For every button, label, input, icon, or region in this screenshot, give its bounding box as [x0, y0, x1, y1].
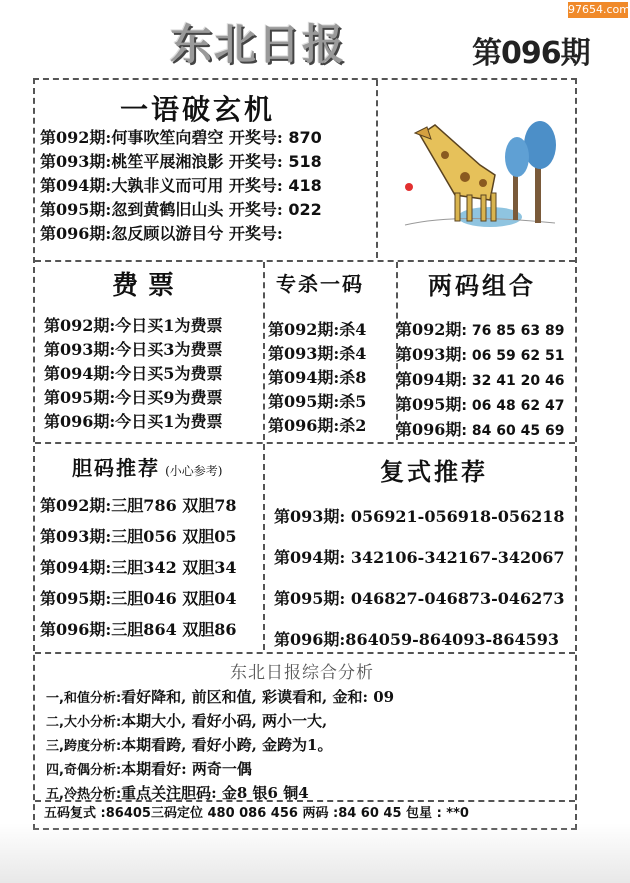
- watermark-badge: 97654.com: [568, 3, 630, 16]
- divider: [263, 444, 265, 650]
- analysis-row: 三,跨度分析:本期看跨, 看好小跨, 金跨为1。: [46, 736, 333, 754]
- fushi-list: [274, 496, 565, 660]
- analysis-row: 一,和值分析:看好降和, 前区和值, 彩谟看和, 金和: 09: [46, 688, 395, 706]
- liangma-row: 第096期: 84 60 45 69: [396, 420, 565, 439]
- danma-list: [40, 490, 237, 645]
- liangma-row: 第092期: 76 85 63 89: [396, 320, 565, 339]
- analysis-row: 四,奇偶分析:本期看好: 两奇一偶: [46, 760, 252, 778]
- issue-number: 第096期: [472, 36, 590, 71]
- fushi-title: 复式推荐: [380, 457, 488, 486]
- liangma-row: 第095期: 06 48 62 47: [396, 395, 565, 414]
- yiyu-list: [40, 126, 322, 246]
- zhuansha-title: 专杀一码: [276, 272, 364, 296]
- liangma-row: 第094期: 32 41 20 46: [396, 370, 565, 389]
- fushi-row: 第096期:864059-864093-864593: [274, 630, 559, 649]
- liangma-list: [396, 318, 564, 443]
- bottom-shadow: [0, 823, 630, 883]
- danma-row: 第094期:三胆342 双胆34: [40, 558, 237, 577]
- feipiao-row: 第093期:今日买3为费票: [44, 340, 223, 359]
- danma-row: 第092期:三胆786 双胆78: [40, 496, 237, 515]
- danma-row: 第096期:三胆864 双胆86: [40, 620, 237, 639]
- zhuansha-row: 第094期:杀8: [268, 368, 367, 387]
- feipiao-row: 第092期:今日买1为费票: [44, 316, 223, 335]
- analysis-list: [46, 686, 394, 806]
- divider: [35, 260, 575, 262]
- analysis-footer: 五码复式 :86405三码定位 480 086 456 两码 :84 60 45 包星 : **0: [44, 806, 469, 821]
- divider: [263, 262, 265, 440]
- yiyu-title: 一语破玄机: [120, 93, 276, 126]
- feipiao-list: [44, 314, 222, 434]
- danma-heading: 胆码推荐 (小心参考): [72, 456, 223, 480]
- liangma-title: 两码组合: [428, 271, 536, 300]
- analysis-title: 东北日报综合分析: [230, 663, 374, 683]
- feipiao-row: 第094期:今日买5为费票: [44, 364, 223, 383]
- masthead-title: 东北日报: [170, 20, 347, 69]
- fushi-row: 第094期: 342106-342167-342067: [274, 548, 565, 567]
- zhuansha-row: 第093期:杀4: [268, 344, 367, 363]
- divider: [35, 800, 575, 802]
- feipiao-title: 费票: [112, 271, 185, 301]
- analysis-row: 五,冷热分析:重点关注胆码: 金8 银6 铜4: [46, 784, 309, 802]
- yiyu-row: 第093期:桃笙平展湘浪影 开奖号: 518: [40, 152, 322, 171]
- yiyu-row: 第094期:大孰非义而可用 开奖号: 418: [40, 176, 322, 195]
- analysis-row: 二,大小分析:本期大小, 看好小码, 两小一大,: [46, 712, 328, 730]
- giraffe-illustration: [395, 105, 565, 235]
- liangma-row: 第093期: 06 59 62 51: [396, 345, 565, 364]
- feipiao-row: 第095期:今日买9为费票: [44, 388, 223, 407]
- yiyu-row: 第095期:忽到黄鹤旧山头 开奖号: 022: [40, 200, 322, 219]
- zhuansha-row: 第096期:杀2: [268, 416, 367, 435]
- fushi-row: 第093期: 056921-056918-056218: [274, 507, 565, 526]
- divider: [35, 442, 575, 444]
- fushi-row: 第095期: 046827-046873-046273: [274, 589, 565, 608]
- zhuansha-row: 第095期:杀5: [268, 392, 367, 411]
- divider: [376, 80, 378, 258]
- zhuansha-list: [268, 318, 366, 438]
- danma-row: 第095期:三胆046 双胆04: [40, 589, 237, 608]
- yiyu-row: 第092期:何事吹笙向碧空 开奖号: 870: [40, 128, 322, 147]
- zhuansha-row: 第092期:杀4: [268, 320, 367, 339]
- divider: [35, 652, 575, 654]
- yiyu-row: 第096期:忽反顾以游目兮 开奖号:: [40, 224, 283, 243]
- feipiao-row: 第096期:今日买1为费票: [44, 412, 223, 431]
- danma-row: 第093期:三胆056 双胆05: [40, 527, 237, 546]
